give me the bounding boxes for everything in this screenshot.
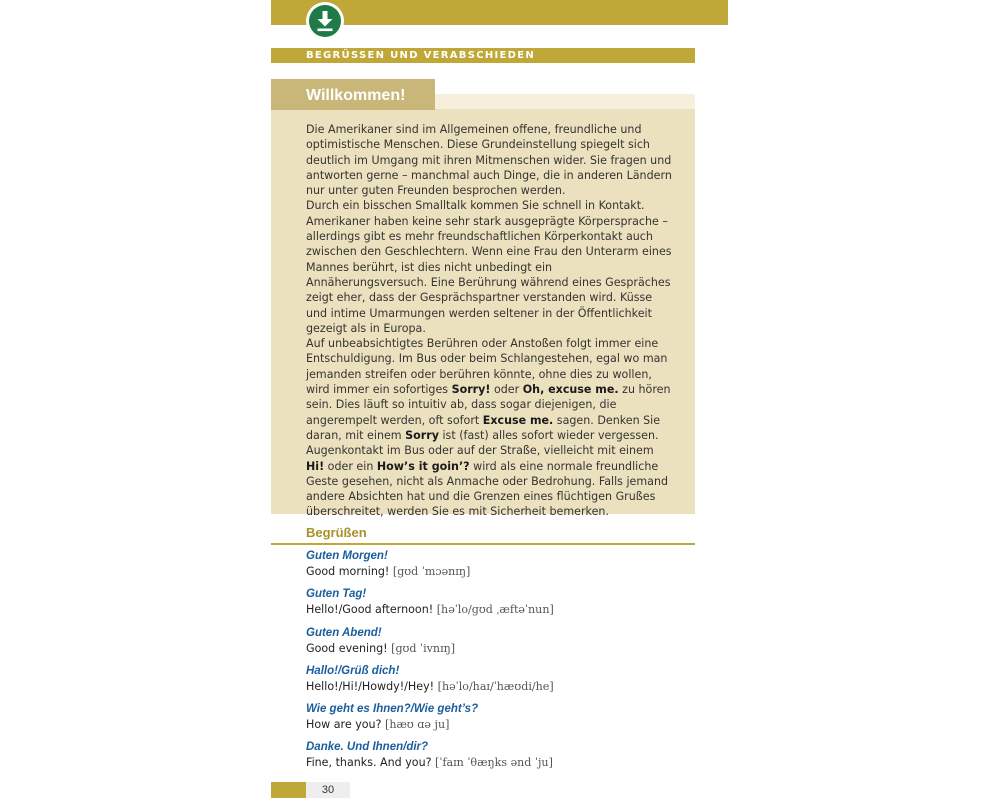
text-run: oder ein: [324, 459, 377, 473]
phrase-english: Fine, thanks. And you?: [306, 756, 432, 770]
info-paragraph: [306, 198, 672, 336]
text-run: ist (fast) alles sofort wieder vergessen.: [438, 428, 659, 442]
phrase-english: How are you?: [306, 718, 382, 732]
phrase-english: Good evening!: [306, 641, 388, 655]
highlighted-phrase: Hi!: [306, 459, 325, 473]
phrase-german: Guten Abend!: [306, 626, 382, 639]
phrase-german: Guten Tag!: [306, 588, 367, 601]
greetings-divider: [271, 543, 695, 545]
text-run: sagen. Denken Sie daran, mit einem: [306, 413, 661, 442]
text-run: Durch ein bisschen Smalltalk kommen Sie schnell in Kontakt. Amerikaner haben keine sehr stark ausgeprägte Körpersprache – allerdings gibt es mehr freundschaftlichen Körperkontakt auch zwischen den Geschlechtern. Wenn eine Frau den Unterarm eines Mannes berührt, ist dies nicht unbedingt ein Annäherungsversuch. Eine Berührung während eines Gespräches zeigt eher, dass der Gesprächspartner verstanden wird. Küsse und intime Umarmungen werden seltener in der Öffentlichkeit gezeigt als in Europa.: [306, 199, 672, 335]
phrase-pronunciation: [həˈlo/gʊd ˌæftəˈnun]: [436, 603, 554, 617]
highlighted-phrase: How’s it goin’?: [376, 459, 470, 473]
phrase-pronunciation: [həˈlo/haɪ/ˈhæʊdi/he]: [437, 679, 554, 693]
phrase-pronunciation: [ˈfaɪn ˈθæŋks ənd ˈju]: [435, 756, 553, 770]
phrase-english-line: [306, 679, 695, 694]
section-title: BEGRÜSSEN UND VERABSCHIEDEN: [271, 48, 695, 63]
highlighted-phrase: Oh, excuse me.: [522, 383, 619, 397]
phrase-english: Good morning!: [306, 565, 390, 578]
info-paragraph: [306, 336, 672, 443]
info-box-text: [306, 122, 672, 520]
phrase-pronunciation: [hæʊ ɑə ju]: [385, 718, 450, 732]
text-run: Augenkontakt im Bus oder auf der Straße, vielleicht mit einem: [306, 444, 654, 458]
phrase-german: Hallo!/Grüß dich!: [306, 664, 400, 677]
phrase-english-line: [306, 564, 695, 579]
info-paragraph: [306, 122, 672, 198]
phrase-item: [306, 701, 695, 739]
text-run: Die Amerikaner sind im Allgemeinen offene, freundliche und optimistische Menschen. Diese Grundeinstellung spiegelt sich deutlich im Umgang mit ihren Mitmenschen wider. Sie fragen und antworten gerne – manchmal auch Dinge, die in anderen Ländern nur unter guten Freunden besprochen werden.: [306, 123, 672, 198]
phrase-item: [306, 548, 695, 586]
highlighted-phrase: Sorry: [405, 428, 439, 442]
highlighted-phrase: Excuse me.: [482, 413, 554, 427]
info-box-title: Willkommen!: [271, 79, 435, 110]
phrase-item: [306, 739, 695, 777]
highlighted-phrase: Sorry!: [451, 383, 491, 397]
text-run: oder: [490, 383, 523, 397]
footer-gold-block: [271, 782, 306, 798]
text-run: zu hören sein. Dies läuft so intuitiv ab, dass sogar diejenigen, die angerempelt werden, oft sofort: [306, 383, 671, 427]
phrase-english: Hello!/Good afternoon!: [306, 603, 434, 617]
phrase-english-line: [306, 641, 695, 656]
page-number: 30: [306, 782, 350, 798]
phrase-english-line: [306, 755, 695, 770]
phrase-english-line: [306, 717, 695, 732]
phrase-item: [306, 663, 695, 701]
phrase-item: [306, 625, 695, 663]
phrase-item: [306, 586, 695, 624]
phrase-german: Wie geht es Ihnen?/Wie geht’s?: [306, 703, 479, 716]
text-run: Auf unbeabsichtigtes Berühren oder Anstoßen folgt immer eine Entschuldigung. Im Bus oder beim Schlangestehen, egal wo man jemanden streifen oder berühren könnte, ohne dies zu wollen, wird immer ein sofortiges: [306, 337, 668, 397]
greetings-heading: Begrüßen: [306, 525, 367, 540]
phrase-german: Danke. Und Ihnen/dir?: [306, 741, 429, 754]
info-paragraph: [306, 443, 672, 519]
download-icon: [306, 2, 344, 40]
phrase-pronunciation: [gʊd ˈmɔənɪŋ]: [392, 565, 471, 578]
phrase-english: Hello!/Hi!/Howdy!/Hey!: [306, 679, 435, 693]
phrase-english-line: [306, 602, 695, 617]
text-run: wird als eine normale freundliche Geste gesehen, nicht als Anmache oder Bedrohung. Falls jemand andere Absichten hat und die Grenzen eines flüchtigen Grußes überschreitet, werden Sie es mit Sicherheit bemerken.: [306, 459, 669, 519]
info-box-top-strip: [435, 94, 695, 109]
phrase-pronunciation: [gʊd ˈivnɪŋ]: [391, 641, 456, 655]
phrase-german: Guten Morgen!: [306, 550, 388, 562]
download-badge[interactable]: [306, 2, 344, 40]
phrase-list: [306, 548, 695, 778]
